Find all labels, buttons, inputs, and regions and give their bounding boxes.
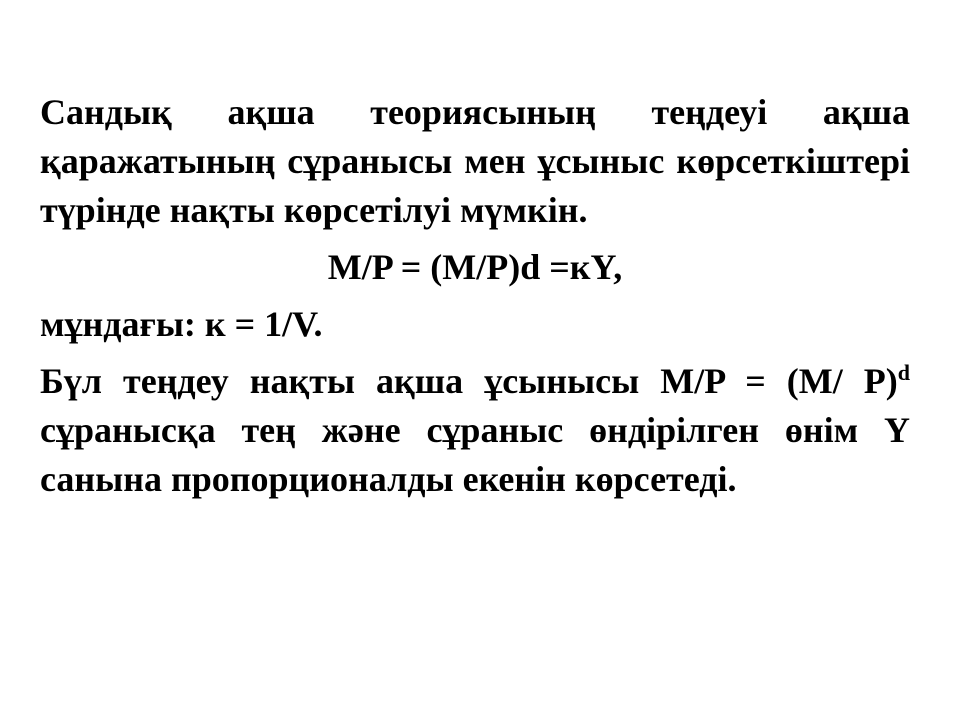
slide-content bbox=[40, 88, 910, 504]
superscript-d: d bbox=[897, 360, 910, 385]
paragraph-equation-explanation bbox=[40, 357, 910, 504]
paragraph-text-part1: Бүл теңдеу нақты ақша ұсынысы M/P = (M/ P) bbox=[40, 361, 898, 401]
equation-money-demand: M/P = (M/P)d =кY, bbox=[327, 247, 623, 287]
paragraph-quantity-theory: Сандық ақша теориясының теңдеуі ақша қаражатының сұранысы мен ұсыныс көрсеткіштері түрінде нақты көрсетілуі мүмкін. bbox=[40, 92, 910, 230]
equation-where-line: мұндағы: к = 1/V. bbox=[40, 304, 323, 344]
paragraph-text-part2: сұранысқа тең және сұраныс өндірілген өнім Y санына пропорционалды екенін көрсетеді. bbox=[40, 410, 910, 499]
